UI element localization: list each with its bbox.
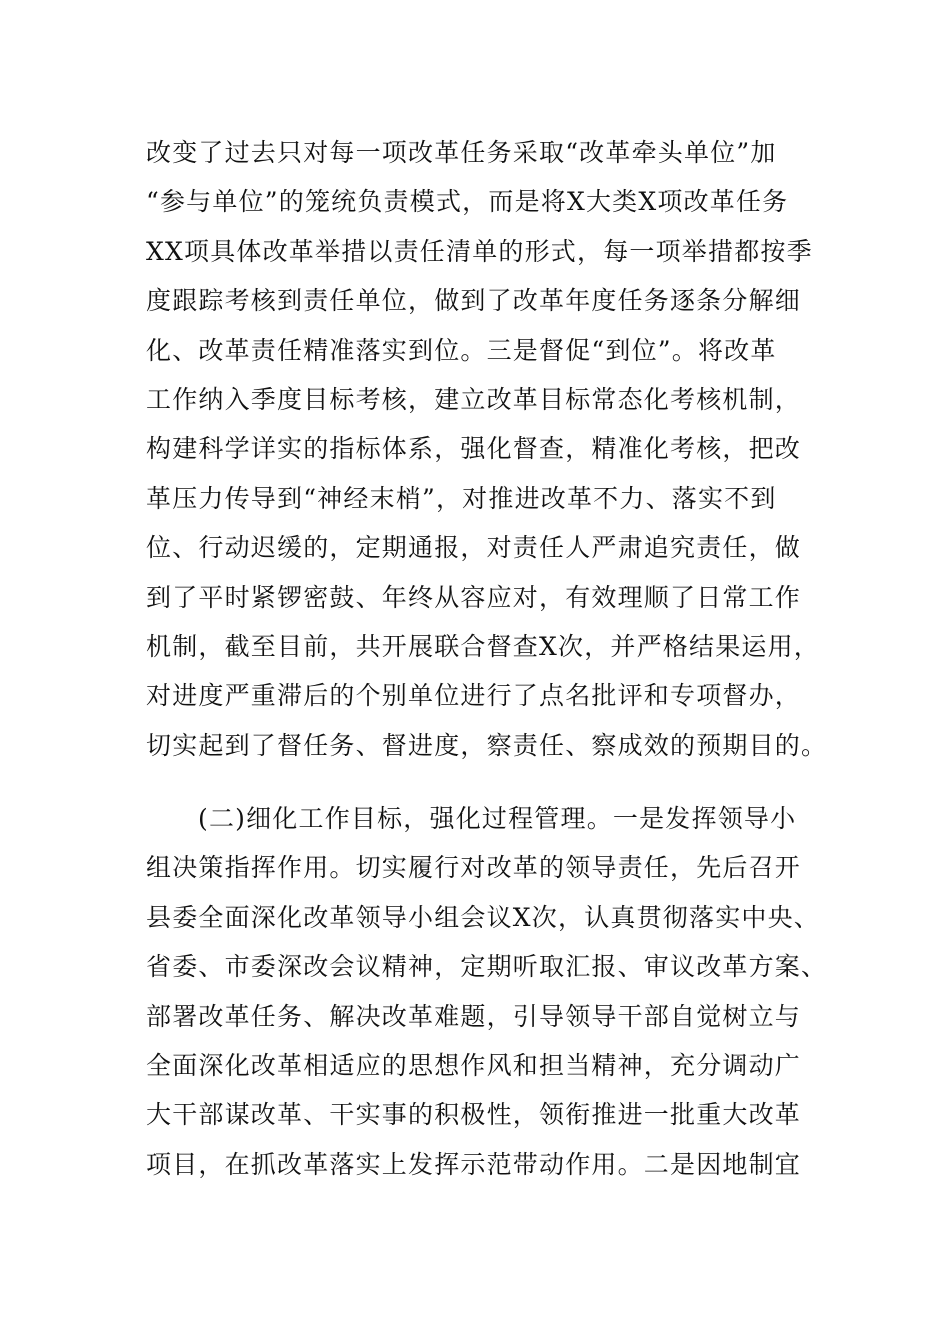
paragraph-line: 省委、市委深改会议精神，定期听取汇报、审议改革方案、 <box>146 952 828 982</box>
paragraph-line: 化、改革责任精准落实到位。三是督促“到位”。将改革 <box>146 335 777 365</box>
paragraph-1 <box>146 128 828 770</box>
document-body <box>146 128 828 1189</box>
paragraph-line: 改变了过去只对每一项改革任务采取“改革牵头单位”加 <box>146 138 777 167</box>
paragraph-2 <box>146 794 828 1189</box>
paragraph-line: 到了平时紧锣密鼓、年终从容应对，有效理顺了日常工作 <box>146 582 802 612</box>
paragraph-line: 部署改革任务、解决改革难题，引导领导干部自觉树立与 <box>146 1001 802 1031</box>
paragraph-spacing <box>146 770 816 794</box>
paragraph-line: 切实起到了督任务、督进度，察责任、察成效的预期目的。 <box>146 730 828 760</box>
paragraph-line: 县委全面深化改革领导小组会议X次，认真贯彻落实中央、 <box>146 902 821 932</box>
paragraph-line: 全面深化改革相适应的思想作风和担当精神，充分调动广 <box>146 1051 802 1081</box>
paragraph-line: 位、行动迟缓的，定期通报，对责任人严肃追究责任，做 <box>146 533 802 563</box>
paragraph-line: 机制，截至目前，共开展联合督查X次，并严格结果运用， <box>146 631 821 661</box>
paragraph-line: XX项具体改革举措以责任清单的形式，每一项举措都按季 <box>146 236 813 266</box>
paragraph-line: 度跟踪考核到责任单位，做到了改革年度任务逐条分解细 <box>146 286 802 316</box>
paragraph-line: “参与单位”的笼统负责模式，而是将X大类X项改革任务 <box>146 187 789 217</box>
paragraph-line: 工作纳入季度目标考核，建立改革目标常态化考核机制， <box>146 384 802 414</box>
paragraph-line: 组决策指挥作用。切实履行对改革的领导责任，先后召开 <box>146 853 802 883</box>
paragraph-line: (二)细化工作目标，强化过程管理。一是发挥领导小 <box>198 804 797 834</box>
paragraph-line: 项目，在抓改革落实上发挥示范带动作用。二是因地制宜 <box>146 1149 802 1179</box>
paragraph-line: 对进度严重滞后的个别单位进行了点名批评和专项督办， <box>146 681 802 711</box>
paragraph-line: 革压力传导到“神经末梢”，对推进改革不力、落实不到 <box>146 483 777 513</box>
paragraph-line: 构建科学详实的指标体系，强化督查，精准化考核，把改 <box>146 434 802 464</box>
paragraph-line: 大干部谋改革、干实事的积极性，领衔推进一批重大改革 <box>146 1100 802 1130</box>
